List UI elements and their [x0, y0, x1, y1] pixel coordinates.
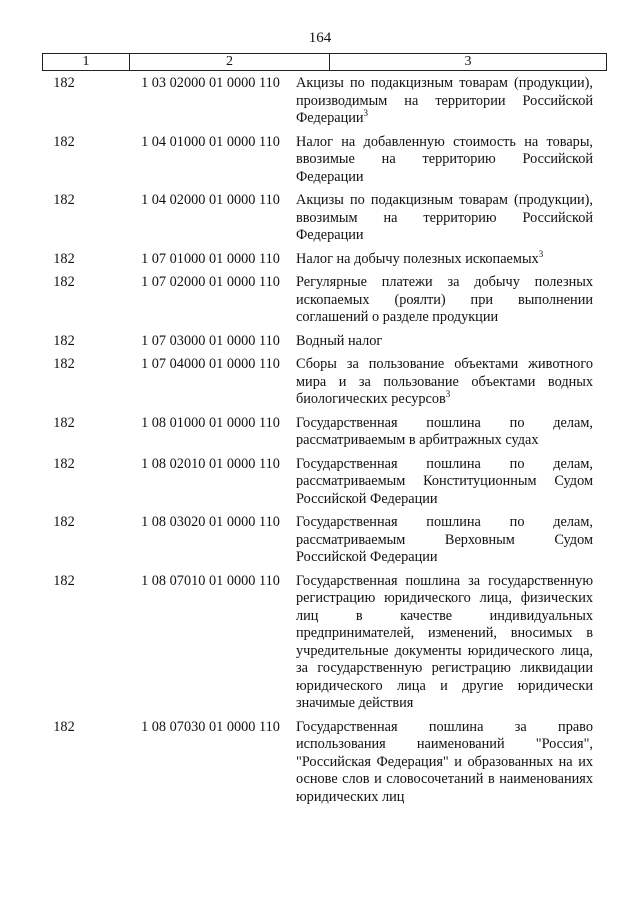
- budget-code: 1 07 04000 01 0000 110: [141, 356, 280, 372]
- admin-code: 182: [53, 250, 75, 267]
- table-row: [0, 573, 640, 713]
- budget-code: 1 08 07010 01 0000 110: [141, 572, 280, 589]
- budget-code: 1 08 01000 01 0000 110: [141, 414, 280, 431]
- table-row: [0, 274, 640, 327]
- budget-code: 1 07 02000 01 0000 110: [141, 274, 280, 290]
- table-row: [0, 456, 640, 509]
- table-row: [0, 248, 640, 269]
- admin-code: 182: [53, 356, 75, 372]
- header-col-3: 3: [330, 54, 607, 70]
- budget-code: 1 07 01000 01 0000 110: [141, 250, 280, 267]
- admin-code: 182: [53, 572, 75, 589]
- footnote-mark: 3: [363, 108, 369, 119]
- income-description: Акцизы по подакцизным товарам (продукции), производимым на территории Российской Федерации$^3$: [296, 75, 593, 126]
- income-description: Налог на добычу полезных ископаемых$^3$: [296, 248, 544, 267]
- budget-code: 1 08 07030 01 0000 110: [141, 718, 280, 735]
- table-body: [0, 75, 640, 812]
- admin-code: 182: [53, 274, 75, 290]
- budget-code: 1 08 03020 01 0000 110: [141, 514, 280, 530]
- income-description: Государственная пошлина по делам, рассматриваемым Верховным Судом Российской Федерации: [296, 514, 593, 565]
- budget-code: 1 04 01000 01 0000 110: [141, 133, 280, 150]
- footnote-mark: 3: [538, 248, 544, 259]
- table-row: [0, 356, 640, 409]
- footnote-mark: 3: [445, 389, 451, 400]
- header-col-2: 2: [130, 54, 330, 70]
- income-description: Государственная пошлина за право использования наименований "Россия", "Российская Федерация" и образованных на их основе слов и словосочетаний в наименованиях юридических лиц: [296, 718, 593, 805]
- budget-code: 1 04 02000 01 0000 110: [141, 192, 280, 208]
- admin-code: 182: [53, 75, 75, 91]
- admin-code: 182: [53, 133, 75, 150]
- admin-code: 182: [53, 192, 75, 208]
- budget-code: 1 07 03000 01 0000 110: [141, 332, 280, 349]
- table-row: [0, 134, 640, 187]
- page-number: 164: [308, 30, 332, 46]
- header-col-1: 1: [43, 54, 130, 70]
- table-header: [42, 53, 607, 71]
- admin-code: 182: [53, 514, 75, 530]
- table-row: [0, 192, 640, 245]
- admin-code: 182: [53, 718, 75, 735]
- income-description: Государственная пошлина за государственную регистрацию юридического лица, физических лиц в качестве индивидуальных предпринимателей, изменений, вносимых в учредительные документы юридического лица, за государственную регистрацию ликвидации юридического лица и другие юридически значимые действия: [296, 572, 593, 711]
- admin-code: 182: [53, 455, 75, 472]
- income-description: Сборы за пользование объектами животного мира и за пользование объектами водных биологических ресурсов$^3$: [296, 356, 593, 407]
- table-row: [0, 415, 640, 450]
- income-description: Государственная пошлина по делам, рассматриваемым Конституционным Судом Российской Федерации: [296, 455, 593, 507]
- income-description: Акцизы по подакцизным товарам (продукции), ввозимым на территорию Российской Федерации: [296, 192, 593, 243]
- table-row: [0, 333, 640, 351]
- admin-code: 182: [53, 332, 75, 349]
- income-description: Регулярные платежи за добычу полезных ископаемых (роялти) при выполнении соглашений о разделе продукции: [296, 274, 593, 325]
- table-row: [0, 719, 640, 807]
- budget-code: 1 03 02000 01 0000 110: [141, 75, 280, 91]
- budget-code: 1 08 02010 01 0000 110: [141, 455, 280, 472]
- table-row: [0, 75, 640, 128]
- income-description: Налог на добавленную стоимость на товары, ввозимые на территорию Российской Федерации: [296, 133, 593, 185]
- income-description: Государственная пошлина по делам, рассматриваемым в арбитражных судах: [296, 414, 593, 448]
- income-description: Водный налог: [296, 332, 383, 349]
- table-row: [0, 514, 640, 567]
- admin-code: 182: [53, 414, 75, 431]
